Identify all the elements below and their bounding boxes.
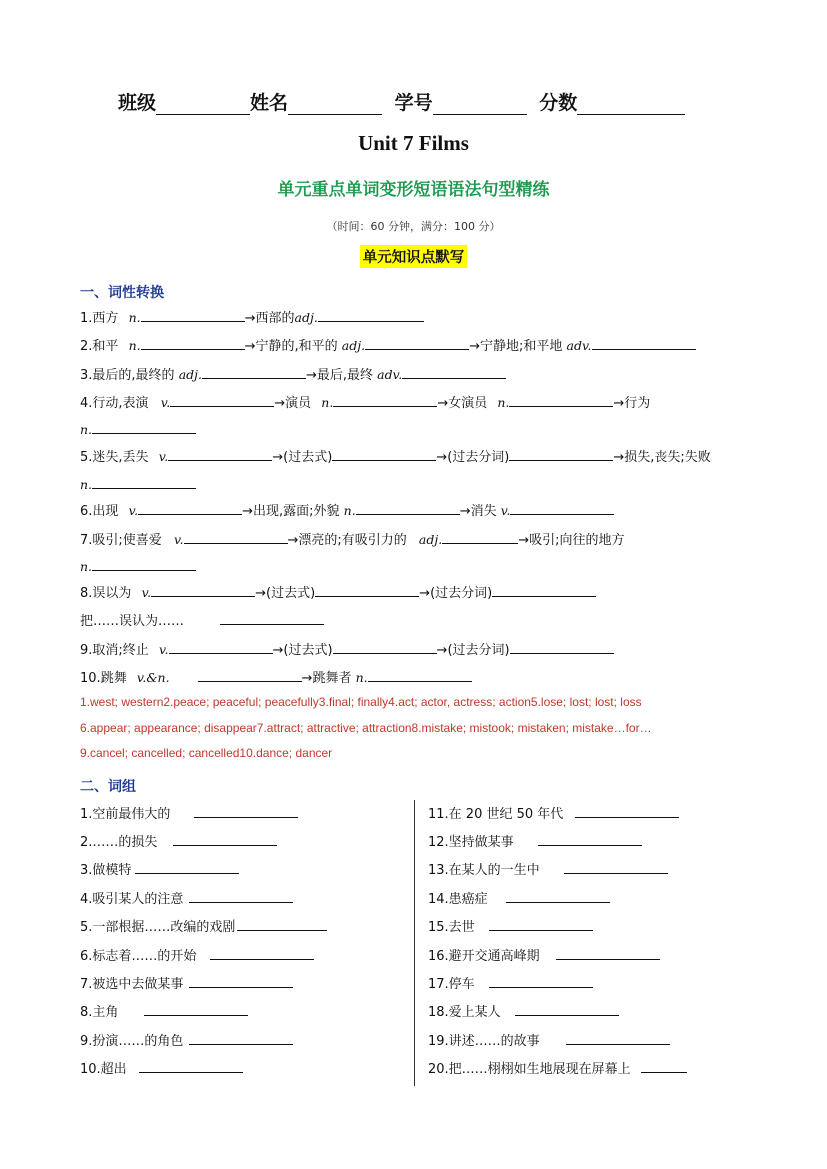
phrase-item: 11.在 20 世纪 50 年代 bbox=[428, 803, 679, 822]
phrase-item: 15.去世 bbox=[428, 916, 593, 935]
phrase-item: 9.扮演……的角色 bbox=[80, 1030, 293, 1049]
phrase-item: 3.做模特 bbox=[80, 859, 239, 878]
answer-blank[interactable] bbox=[194, 803, 298, 818]
answer-blank[interactable] bbox=[402, 364, 506, 379]
class-label: 班级 bbox=[118, 92, 157, 114]
class-blank[interactable] bbox=[156, 96, 250, 115]
answer-blank[interactable] bbox=[356, 500, 460, 515]
word-item-2: 2.和平 n. →宁静的,和平的 adj. →宁静地;和平地 adv. bbox=[80, 335, 696, 356]
phrase-item: 7.被选中去做某事 bbox=[80, 973, 293, 992]
word-item-6: 6.出现 v. →出现,露面;外貌 n. →消失 v. bbox=[80, 500, 614, 521]
answer-blank[interactable] bbox=[538, 831, 642, 846]
answer-blank[interactable] bbox=[489, 916, 593, 931]
phrase-item: 8.主角 bbox=[80, 1001, 248, 1020]
student-number-blank[interactable] bbox=[433, 96, 527, 115]
student-info-line bbox=[118, 88, 718, 115]
answer-blank[interactable] bbox=[135, 859, 239, 874]
answer-blank[interactable] bbox=[556, 945, 660, 960]
answer-blank[interactable] bbox=[506, 888, 610, 903]
section1-heading: 一、词性转换 bbox=[80, 285, 164, 301]
answer-blank[interactable] bbox=[92, 474, 196, 489]
time-info: （时间：60 分钟，满分：100 分） bbox=[326, 220, 501, 233]
phrase-item: 19.讲述……的故事 bbox=[428, 1030, 670, 1049]
phrase-item: 13.在某人的一生中 bbox=[428, 859, 668, 878]
word-item-3: 3.最后的,最终的 adj. →最后,最终 adv. bbox=[80, 364, 506, 385]
answer-blank[interactable] bbox=[92, 419, 196, 434]
answer-blank[interactable] bbox=[564, 859, 668, 874]
word-item-5-cont: n. bbox=[80, 474, 196, 495]
answer-blank[interactable] bbox=[169, 639, 273, 654]
word-item-4: 4.行动,表演 v. →演员 n. →女演员 n. →行为 bbox=[80, 392, 650, 413]
student-number-label: 学号 bbox=[394, 92, 433, 114]
phrase-item: 18.爱上某人 bbox=[428, 1001, 619, 1020]
answer-blank[interactable] bbox=[509, 392, 613, 407]
unit-title: Unit 7 Films bbox=[358, 131, 469, 155]
answer-blank[interactable] bbox=[220, 610, 324, 625]
answer-blank[interactable] bbox=[237, 916, 327, 931]
answer-blank[interactable] bbox=[173, 831, 277, 846]
name-blank[interactable] bbox=[288, 96, 382, 115]
answer-blank[interactable] bbox=[515, 1001, 619, 1016]
answer-blank[interactable] bbox=[592, 335, 696, 350]
answer-blank[interactable] bbox=[92, 556, 196, 571]
answer-blank[interactable] bbox=[138, 500, 242, 515]
answer-blank[interactable] bbox=[333, 392, 437, 407]
name-label: 姓名 bbox=[250, 92, 289, 114]
answer-blank[interactable] bbox=[368, 667, 472, 682]
answer-blank[interactable] bbox=[141, 307, 245, 322]
answer-key-line-3: 9.cancel; cancelled; cancelled10.dance; dancer bbox=[80, 746, 333, 760]
answer-blank[interactable] bbox=[170, 392, 274, 407]
phrase-item: 14.患癌症 bbox=[428, 888, 610, 907]
answer-blank[interactable] bbox=[332, 446, 436, 461]
answer-blank[interactable] bbox=[318, 307, 424, 322]
answer-blank[interactable] bbox=[575, 803, 679, 818]
answer-blank[interactable] bbox=[189, 1030, 293, 1045]
section-banner: 单元知识点默写 bbox=[360, 245, 468, 268]
answer-blank[interactable] bbox=[168, 446, 272, 461]
answer-blank[interactable] bbox=[492, 582, 596, 597]
word-item-5: 5.迷失,丢失 v. →(过去式) →(过去分词) →损失,丧失;失败 bbox=[80, 446, 711, 467]
phrase-item: 1.空前最伟大的 bbox=[80, 803, 298, 822]
answer-blank[interactable] bbox=[151, 582, 255, 597]
answer-blank[interactable] bbox=[144, 1001, 248, 1016]
section2-heading: 二、词组 bbox=[80, 779, 136, 795]
phrase-item: 10.超出 bbox=[80, 1058, 243, 1077]
answer-blank[interactable] bbox=[510, 500, 614, 515]
phrase-item: 5.一部根据……改编的戏剧 bbox=[80, 916, 327, 935]
answer-key-line-2: 6.appear; appearance; disappear7.attract; attractive; attraction8.mistake; mistook; mistaken; mistake…for… bbox=[80, 721, 652, 735]
word-item-8: 8.误以为 v. →(过去式) →(过去分词) bbox=[80, 582, 596, 603]
answer-blank[interactable] bbox=[510, 639, 614, 654]
answer-blank[interactable] bbox=[189, 973, 293, 988]
answer-blank[interactable] bbox=[365, 335, 469, 350]
answer-blank[interactable] bbox=[141, 335, 245, 350]
answer-blank[interactable] bbox=[202, 364, 306, 379]
answer-blank[interactable] bbox=[210, 945, 314, 960]
answer-blank[interactable] bbox=[509, 446, 613, 461]
answer-blank[interactable] bbox=[641, 1058, 687, 1073]
phrase-item: 16.避开交通高峰期 bbox=[428, 945, 660, 964]
phrase-item: 4.吸引某人的注意 bbox=[80, 888, 293, 907]
answer-blank[interactable] bbox=[333, 639, 437, 654]
score-blank[interactable] bbox=[577, 96, 685, 115]
word-item-10: 10.跳舞 v.&n. →跳舞者 n. bbox=[80, 667, 472, 688]
answer-blank[interactable] bbox=[442, 529, 518, 544]
phrase-item: 12.坚持做某事 bbox=[428, 831, 642, 850]
phrase-item: 6.标志着……的开始 bbox=[80, 945, 314, 964]
phrase-item: 2.……的损失 bbox=[80, 831, 277, 850]
score-label: 分数 bbox=[539, 92, 578, 114]
word-item-7-cont: n. bbox=[80, 556, 196, 577]
answer-blank[interactable] bbox=[184, 529, 288, 544]
phrase-item: 17.停车 bbox=[428, 973, 593, 992]
word-item-9: 9.取消;终止 v. →(过去式) →(过去分词) bbox=[80, 639, 614, 660]
answer-blank[interactable] bbox=[198, 667, 302, 682]
word-item-7: 7.吸引;使喜爱 v. →漂亮的;有吸引力的 adj. →吸引;向往的地方 bbox=[80, 529, 625, 550]
answer-blank[interactable] bbox=[139, 1058, 243, 1073]
answer-blank[interactable] bbox=[566, 1030, 670, 1045]
answer-key-line-1: 1.west; western2.peace; peaceful; peacefully3.final; finally4.act; actor, actress; action5.lose; lost; lost; loss bbox=[80, 695, 642, 709]
word-item-8-cont: 把……误认为…… bbox=[80, 610, 324, 631]
word-item-4-cont: n. bbox=[80, 419, 196, 440]
answer-blank[interactable] bbox=[189, 888, 293, 903]
phrase-item: 20.把……栩栩如生地展现在屏幕上 bbox=[428, 1058, 687, 1077]
answer-blank[interactable] bbox=[315, 582, 419, 597]
subtitle: 单元重点单词变形短语语法句型精练 bbox=[277, 180, 550, 200]
answer-blank[interactable] bbox=[489, 973, 593, 988]
column-divider bbox=[414, 800, 415, 1086]
word-item-1: 1.西方 n. →西部的adj. bbox=[80, 307, 424, 328]
